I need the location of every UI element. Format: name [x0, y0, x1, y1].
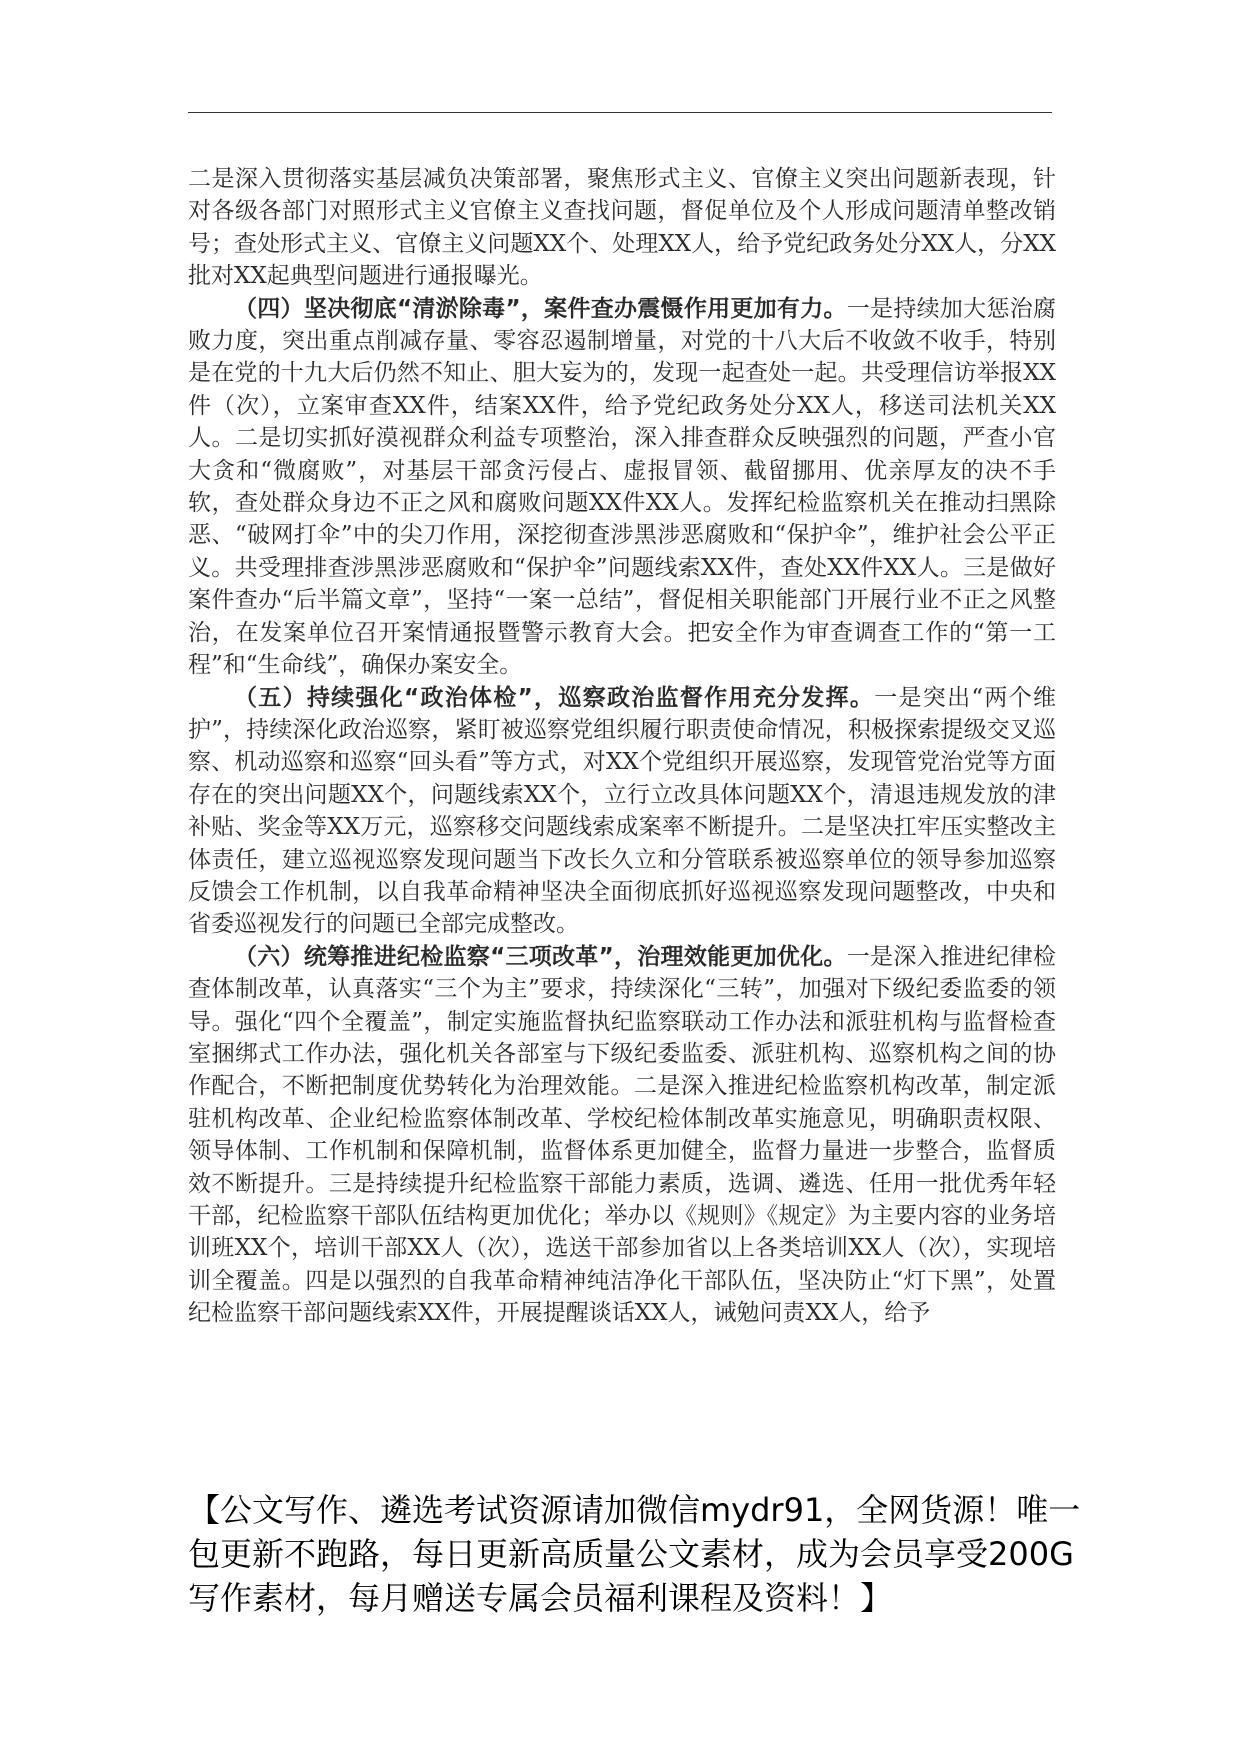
paragraph-1-text: 二是深入贯彻落实基层减负决策部署，聚焦形式主义、官僚主义突出问题新表现，针对各级各部门对照形式主义官僚主义查找问题，督促单位及个人形成问题清单整改销号；查处形式主义、官僚主义问题XX个、处理XX人，给予党纪政务处分XX人，分XX批对XX起典型问题进行通报曝光。	[188, 166, 1056, 290]
section-5-heading: （五）持续强化“政治体检”，巡察政治监督作用充分发挥。	[234, 684, 875, 711]
header-rule	[188, 112, 1052, 113]
paragraph-3	[188, 682, 1056, 941]
paragraph-2	[188, 293, 1056, 682]
promo-notice: 【公文写作、遴选考试资源请加微信mydr91，全网货源！唯一包更新不跑路，每日更新高质量公文素材，成为会员享受200G写作素材，每月赠送专属会员福利课程及资料！】	[188, 1491, 1081, 1617]
paragraph-4	[188, 941, 1056, 1330]
paragraph-4-text: 一是深入推进纪律检查体制改革，认真落实“三个为主”要求，持续深化“三转”，加强对下级纪委监委的领导。强化“四个全覆盖”，制定实施监督执纪监察联动工作办法和派驻机构与监督检查室捆绑式工作办法，强化机关各部室与下级纪委监委、派驻机构、巡察机构之间的协作配合，不断把制度优势转化为治理效能。二是深入推进纪检监察机构改革，制定派驻机构改革、企业纪检监察体制改革、学校纪检体制改革实施意见，明确职责权限、领导体制、工作机制和保障机制，监督体系更加健全，监督力量进一步整合，监督质效不断提升。三是持续提升纪检监察干部能力素质，选调、遴选、任用一批优秀年轻干部，纪检监察干部队伍结构更加优化；举办以《规则》《规定》为主要内容的业务培训班XX个，培训干部XX人（次），选送干部参加省以上各类培训XX人（次），实现培训全覆盖。四是以强烈的自我革命精神纯洁净化干部队伍，坚决防止“灯下黑”，处置纪检监察干部问题线索XX件，开展提醒谈话XX人，诫勉问责XX人，给予	[188, 943, 1056, 1327]
paragraph-2-text: 一是持续加大惩治腐败力度，突出重点削减存量、零容忍遏制增量，对党的十八大后不收敛不收手，特别是在党的十九大后仍然不知止、胆大妄为的，发现一起查处一起。共受理信访举报XX件（次），立案审查XX件，结案XX件，给予党纪政务处分XX人，移送司法机关XX人。二是切实抓好漠视群众利益专项整治，深入排查群众反映强烈的问题，严查小官大贪和“微腐败”，对基层干部贪污侵占、虚报冒领、截留挪用、优亲厚友的决不手软，查处群众身边不正之风和腐败问题XX件XX人。发挥纪检监察机关在推动扫黑除恶、“破网打伞”中的尖刀作用，深挖彻查涉黑涉恶腐败和“保护伞”，维护社会公平正义。共受理排查涉黑涉恶腐败和“保护伞”问题线索XX件，查处XX件XX人。三是做好案件查办“后半篇文章”，坚持“一案一总结”，督促相关职能部门开展行业不正之风整治，在发案单位召开案情通报暨警示教育大会。把安全作为审查调查工作的“第一工程”和“生命线”，确保办案安全。	[188, 295, 1056, 679]
paragraph-3-text: 一是突出“两个维护”，持续深化政治巡察，紧盯被巡察党组织履行职责使命情况，积极探索提级交叉巡察、机动巡察和巡察“回头看”等方式，对XX个党组织开展巡察，发现管党治党等方面存在的突出问题XX个，问题线索XX个，立行立改具体问题XX个，清退违规发放的津补贴、奖金等XX万元，巡察移交问题线索成案率不断提升。二是坚决扛牢压实整改主体责任，建立巡视巡察发现问题当下改长久立和分管联系被巡察单位的领导参加巡察反馈会工作机制，以自我革命精神坚决全面彻底抓好巡视巡察发现问题整改，中央和省委巡视发行的问题已全部完成整改。	[188, 684, 1057, 938]
document-body	[188, 163, 1056, 1330]
section-6-heading: （六）统筹推进纪检监察“三项改革”，治理效能更加优化。	[234, 943, 847, 970]
section-4-heading: （四）坚决彻底“清淤除毒”，案件查办震慑作用更加有力。	[234, 295, 847, 322]
paragraph-1	[188, 163, 1056, 293]
